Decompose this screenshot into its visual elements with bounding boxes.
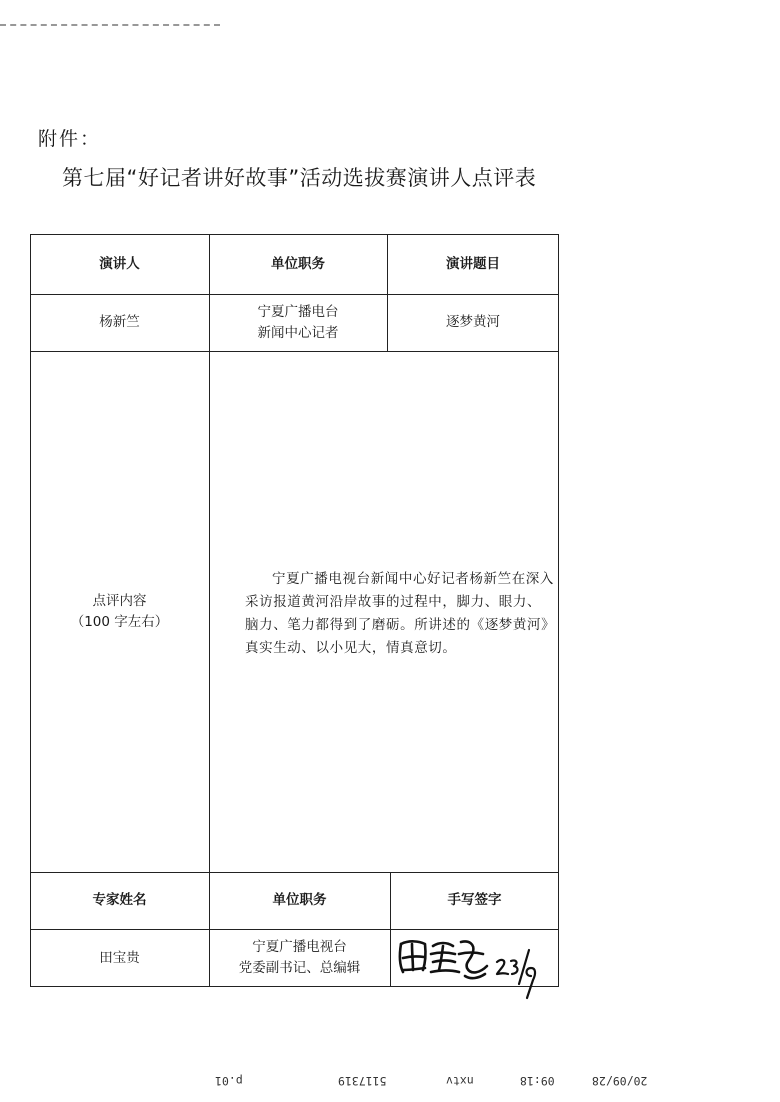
comment-content: 宁夏广播电视台新闻中心好记者杨新竺在深入采访报道黄河沿岸故事的过程中，脚力、眼力、脑力、笔力都得到了磨砺。所讲述的《逐梦黄河》真实生动、以小见大，情真意切。 bbox=[245, 571, 554, 656]
signature-date bbox=[395, 932, 396, 933]
expert-header-unit-position: 单位职务 bbox=[272, 892, 327, 908]
speaker-name: 杨新竺 bbox=[99, 314, 140, 330]
header-unit-position: 单位职务 bbox=[271, 255, 325, 272]
expert-unit-line2: 党委副书记、总编辑 bbox=[238, 960, 361, 976]
comment-label-line1: 点评内容 bbox=[92, 592, 147, 609]
attachment-label: 附件： bbox=[38, 128, 102, 150]
speech-topic: 逐梦黄河 bbox=[446, 314, 500, 330]
expert-unit bbox=[209, 929, 390, 987]
speaker-unit-line1: 宁夏广播电台 bbox=[257, 303, 339, 320]
fax-footer-time: 09:18 bbox=[520, 1074, 555, 1088]
speaker-unit bbox=[209, 294, 387, 351]
speaker-unit-line2: 新闻中心记者 bbox=[257, 324, 339, 341]
handwritten-signature bbox=[395, 932, 545, 1006]
fax-header-line bbox=[0, 24, 220, 26]
header-speech-topic: 演讲题目 bbox=[446, 255, 500, 272]
expert-unit-line1: 宁夏广播电视台 bbox=[252, 939, 347, 955]
fax-footer-code: nxtv bbox=[446, 1074, 474, 1088]
comment-label bbox=[30, 351, 209, 872]
fax-footer-page: p.01 bbox=[215, 1074, 243, 1088]
expert-name: 田宝贵 bbox=[99, 949, 140, 966]
document-title: 第七届“好记者讲好故事”活动选拔赛演讲人点评表 bbox=[62, 166, 537, 190]
fax-footer-date: 20/09/28 bbox=[592, 1074, 648, 1088]
comment-label-line2: （100 字左右） bbox=[70, 613, 169, 630]
expert-header-signature: 手写签字 bbox=[447, 892, 502, 908]
expert-header-name: 专家姓名 bbox=[92, 892, 147, 908]
fax-footer-number: 5117319 bbox=[338, 1074, 387, 1088]
header-speaker: 演讲人 bbox=[99, 255, 140, 272]
